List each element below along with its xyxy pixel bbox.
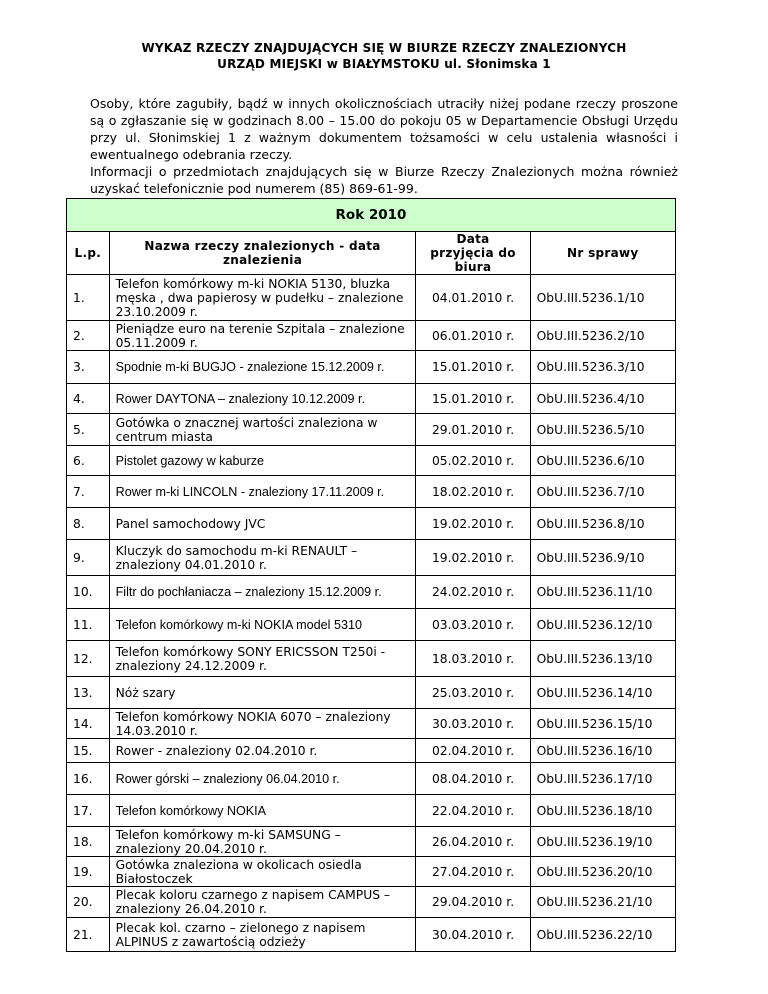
item-name: Nóż szary — [109, 677, 416, 709]
received-date: 15.01.2010 r. — [416, 351, 530, 384]
row-number: 6. — [67, 446, 110, 476]
table-body — [67, 275, 676, 952]
item-name: Telefon komórkowy m-ki NOKIA 5130, bluzka męska , dwa papierosy w pudełku – znalezione 23.10.2009 r. — [109, 275, 416, 321]
item-name: Telefon komórkowy SONY ERICSSON T250i - znaleziony 24.12.2009 r. — [109, 641, 416, 677]
received-date: 04.01.2010 r. — [416, 275, 530, 321]
table-row — [67, 508, 676, 540]
table-row — [67, 763, 676, 795]
received-date: 02.04.2010 r. — [416, 739, 530, 763]
table-row — [67, 321, 676, 351]
table-row — [67, 827, 676, 857]
row-number: 4. — [67, 384, 110, 414]
item-name: Telefon komórkowy m-ki SAMSUNG – znaleziony 20.04.2010 r. — [109, 827, 416, 857]
case-number: ObU.III.5236.3/10 — [530, 351, 675, 384]
row-number: 20. — [67, 887, 110, 918]
case-number: ObU.III.5236.1/10 — [530, 275, 675, 321]
item-name: Spodnie m-ki BUGJO - znalezione 15.12.2009 r. — [109, 351, 416, 384]
item-name: Gotówka znaleziona w okolicach osiedla Białostoczek — [109, 857, 416, 887]
column-header-date: Data przyjęcia do biura — [416, 232, 530, 275]
case-number: ObU.III.5236.6/10 — [530, 446, 675, 476]
case-number: ObU.III.5236.21/10 — [530, 887, 675, 918]
row-number: 16. — [67, 763, 110, 795]
item-name: Pistolet gazowy w kaburze — [109, 446, 416, 476]
table-row — [67, 609, 676, 641]
title-line-1: WYKAZ RZECZY ZNAJDUJĄCYCH SIĘ W BIURZE RZECZY ZNALEZIONYCH — [141, 41, 627, 55]
title-line-2: URZĄD MIEJSKI w BIAŁYMSTOKU ul. Słonimska 1 — [217, 57, 551, 71]
received-date: 08.04.2010 r. — [416, 763, 530, 795]
case-number: ObU.III.5236.15/10 — [530, 709, 675, 739]
item-name: Kluczyk do samochodu m-ki RENAULT – znaleziony 04.01.2010 r. — [109, 540, 416, 576]
row-number: 13. — [67, 677, 110, 709]
item-name: Telefon komórkowy NOKIA 6070 – znaleziony 14.03.2010 r. — [109, 709, 416, 739]
item-name: Plecak koloru czarnego z napisem CAMPUS – znaleziony 26.04.2010 r. — [109, 887, 416, 918]
received-date: 22.04.2010 r. — [416, 795, 530, 827]
received-date: 24.02.2010 r. — [416, 576, 530, 609]
case-number: ObU.III.5236.9/10 — [530, 540, 675, 576]
year-heading: Rok 2010 — [67, 199, 676, 232]
table-row — [67, 384, 676, 414]
case-number: ObU.III.5236.13/10 — [530, 641, 675, 677]
table-row — [67, 709, 676, 739]
row-number: 8. — [67, 508, 110, 540]
case-number: ObU.III.5236.5/10 — [530, 414, 675, 446]
item-name: Rower górski – znaleziony 06.04.2010 r. — [109, 763, 416, 795]
case-number: ObU.III.5236.4/10 — [530, 384, 675, 414]
table-row — [67, 857, 676, 887]
received-date: 19.02.2010 r. — [416, 540, 530, 576]
document-title — [0, 40, 768, 72]
case-number: ObU.III.5236.17/10 — [530, 763, 675, 795]
case-number: ObU.III.5236.18/10 — [530, 795, 675, 827]
case-number: ObU.III.5236.2/10 — [530, 321, 675, 351]
intro-text — [90, 95, 678, 197]
received-date: 29.04.2010 r. — [416, 887, 530, 918]
table-row — [67, 677, 676, 709]
row-number: 9. — [67, 540, 110, 576]
row-number: 21. — [67, 918, 110, 952]
received-date: 30.03.2010 r. — [416, 709, 530, 739]
row-number: 12. — [67, 641, 110, 677]
received-date: 19.02.2010 r. — [416, 508, 530, 540]
received-date: 30.04.2010 r. — [416, 918, 530, 952]
column-header-case-number: Nr sprawy — [530, 232, 675, 275]
case-number: ObU.III.5236.14/10 — [530, 677, 675, 709]
item-name: Rower - znaleziony 02.04.2010 r. — [109, 739, 416, 763]
received-date: 18.03.2010 r. — [416, 641, 530, 677]
row-number: 1. — [67, 275, 110, 321]
item-name: Telefon komórkowy m-ki NOKIA model 5310 — [109, 609, 416, 641]
item-name: Rower m-ki LINCOLN - znaleziony 17.11.2009 r. — [109, 476, 416, 508]
received-date: 03.03.2010 r. — [416, 609, 530, 641]
received-date: 06.01.2010 r. — [416, 321, 530, 351]
row-number: 2. — [67, 321, 110, 351]
received-date: 29.01.2010 r. — [416, 414, 530, 446]
row-number: 18. — [67, 827, 110, 857]
table-row — [67, 476, 676, 508]
row-number: 14. — [67, 709, 110, 739]
row-number: 11. — [67, 609, 110, 641]
case-number: ObU.III.5236.22/10 — [530, 918, 675, 952]
item-name: Filtr do pochłaniacza – znaleziony 15.12.2009 r. — [109, 576, 416, 609]
intro-paragraph-1: Osoby, które zagubiły, bądź w innych okolicznościach utraciły niżej podane rzeczy proszone są o zgłaszanie się w godzinach 8.00 – 15.00 do pokoju 05 w Departamencie Obsługi Urzędu przy ul. Słonimskiej 1 z ważnym dokumentem tożsamości w celu ustalenia własności i ewentualnego odebrania rzeczy. — [90, 96, 678, 162]
column-header-lp: L.p. — [67, 232, 110, 275]
item-name: Pieniądze euro na terenie Szpitala – znalezione 05.11.2009 r. — [109, 321, 416, 351]
table-row — [67, 351, 676, 384]
received-date: 05.02.2010 r. — [416, 446, 530, 476]
table-row — [67, 739, 676, 763]
intro-paragraph-2: Informacji o przedmiotach znajdujących się w Biurze Rzeczy Znalezionych można również uzyskać telefonicznie pod numerem (85) 869-61-99. — [90, 164, 678, 196]
received-date: 27.04.2010 r. — [416, 857, 530, 887]
received-date: 15.01.2010 r. — [416, 384, 530, 414]
case-number: ObU.III.5236.19/10 — [530, 827, 675, 857]
item-name: Rower DAYTONA – znaleziony 10.12.2009 r. — [109, 384, 416, 414]
table-row — [67, 540, 676, 576]
case-number: ObU.III.5236.11/10 — [530, 576, 675, 609]
table-row — [67, 641, 676, 677]
case-number: ObU.III.5236.12/10 — [530, 609, 675, 641]
item-name: Gotówka o znacznej wartości znaleziona w centrum miasta — [109, 414, 416, 446]
row-number: 3. — [67, 351, 110, 384]
row-number: 10. — [67, 576, 110, 609]
found-items-table — [66, 198, 676, 952]
table-row — [67, 576, 676, 609]
table-row — [67, 918, 676, 952]
table-row — [67, 414, 676, 446]
table-row — [67, 275, 676, 321]
received-date: 18.02.2010 r. — [416, 476, 530, 508]
case-number: ObU.III.5236.7/10 — [530, 476, 675, 508]
row-number: 7. — [67, 476, 110, 508]
received-date: 26.04.2010 r. — [416, 827, 530, 857]
received-date: 25.03.2010 r. — [416, 677, 530, 709]
row-number: 17. — [67, 795, 110, 827]
row-number: 19. — [67, 857, 110, 887]
item-name: Panel samochodowy JVC — [109, 508, 416, 540]
item-name: Telefon komórkowy NOKIA — [109, 795, 416, 827]
table-row — [67, 887, 676, 918]
table-row — [67, 446, 676, 476]
row-number: 15. — [67, 739, 110, 763]
item-name: Plecak kol. czarno – zielonego z napisem ALPINUS z zawartością odzieży — [109, 918, 416, 952]
case-number: ObU.III.5236.16/10 — [530, 739, 675, 763]
table-row — [67, 795, 676, 827]
case-number: ObU.III.5236.20/10 — [530, 857, 675, 887]
row-number: 5. — [67, 414, 110, 446]
column-header-name: Nazwa rzeczy znalezionych - data znalezienia — [109, 232, 416, 275]
case-number: ObU.III.5236.8/10 — [530, 508, 675, 540]
